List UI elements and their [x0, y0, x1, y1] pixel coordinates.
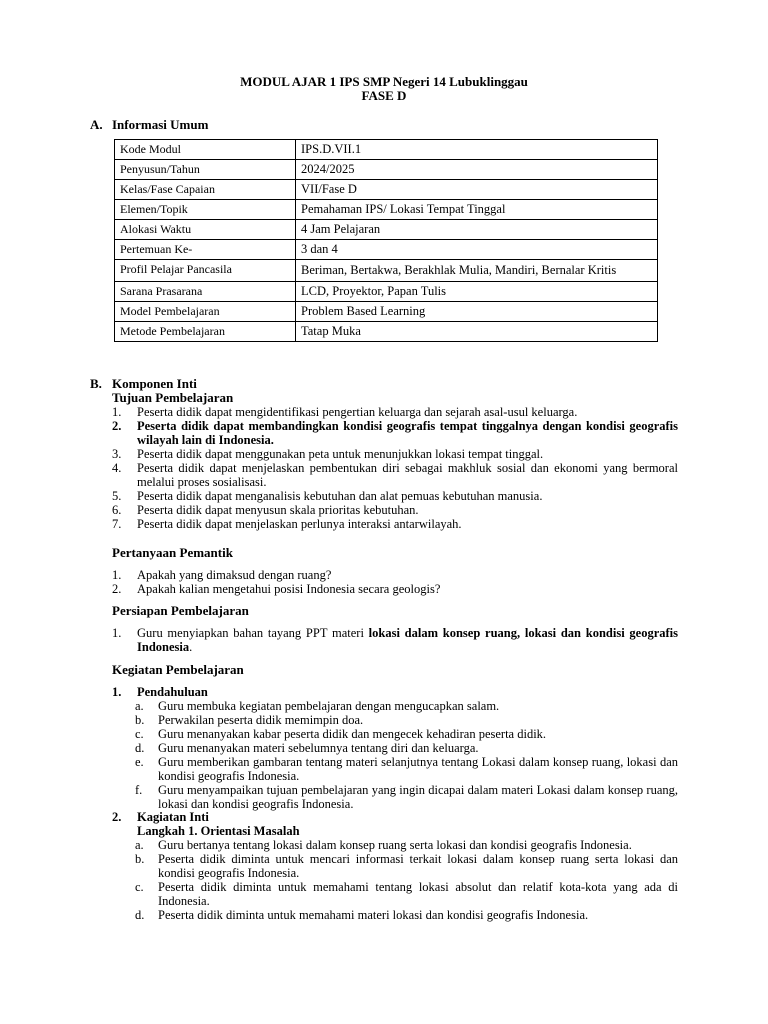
list-item: 5. Peserta didik dapat menganalisis kebutuhan dan alat pemuas kebutuhan manusia. [112, 489, 543, 503]
list-item: 4. Peserta didik dapat menjelaskan pembentukan diri sebagai makhluk sosial dan ekonomi yang bermoral melalui proses sosialisasi. [112, 461, 678, 489]
table-cell-value: Pemahaman IPS/ Lokasi Tempat Tinggal [296, 200, 658, 220]
list-item: d. Guru menanyakan materi sebelumnya tentang diri dan keluarga. [135, 741, 479, 755]
list-item: b. Peserta didik diminta untuk mencari informasi terkait lokasi dalam konsep ruang serta lokasi dan kondisi geografis Indonesia. [135, 852, 678, 880]
list-item: f. Guru menyampaikan tujuan pembelajaran yang ingin dicapai dalam materi Lokasi dalam konsep ruang, lokasi dan kondisi geografis Indonesia. [135, 783, 678, 811]
table-cell-value: Beriman, Bertakwa, Berakhlak Mulia, Mandiri, Bernalar Kritis [296, 260, 658, 282]
table-cell-key: Kelas/Fase Capaian [115, 180, 296, 200]
inti-step-title: Langkah 1. Orientasi Masalah [137, 824, 300, 838]
table-row [115, 282, 658, 302]
table-row [115, 160, 658, 180]
table-cell-value: Tatap Muka [296, 322, 658, 342]
list-item: 1. Guru menyiapkan bahan tayang PPT materi lokasi dalam konsep ruang, lokasi dan kondisi geografis Indonesia. [112, 626, 679, 654]
list-item: 6. Peserta didik dapat menyusun skala prioritas kebutuhan. [112, 503, 419, 517]
list-item: 7. Peserta didik dapat menjelaskan perlunya interaksi antarwilayah. [112, 517, 462, 531]
table-cell-value: 3 dan 4 [296, 240, 658, 260]
list-item: 2. Peserta didik dapat membandingkan kondisi geografis tempat tinggalnya dengan kondisi geografis wilayah lain di Indonesia. [112, 419, 678, 447]
table-cell-value: LCD, Proyektor, Papan Tulis [296, 282, 658, 302]
pendahuluan-title: Pendahuluan [137, 685, 208, 699]
table-row [115, 240, 658, 260]
table-row [115, 220, 658, 240]
list-item: c. Guru menanyakan kabar peserta didik dan mengecek kehadiran peserta didik. [135, 727, 547, 741]
table-cell-key: Sarana Prasarana [115, 282, 296, 302]
section-b-letter: B. [90, 376, 102, 391]
table-cell-value: Problem Based Learning [296, 302, 658, 322]
list-item: e. Guru memberikan gambaran tentang materi selanjutnya tentang Lokasi dalam konsep ruang, lokasi dan kondisi geografis Indonesia. [135, 755, 678, 783]
inti-list [135, 838, 678, 922]
table-cell-key: Penyusun/Tahun [115, 160, 296, 180]
document-subtitle: FASE D [361, 88, 407, 103]
table-cell-value: IPS.D.VII.1 [296, 140, 658, 160]
table-row [115, 180, 658, 200]
list-item: a. Guru membuka kegiatan pembelajaran dengan mengucapkan salam. [135, 699, 500, 713]
list-item: 2. Apakah kalian mengetahui posisi Indonesia secara geologis? [112, 582, 441, 596]
table-cell-value: VII/Fase D [296, 180, 658, 200]
section-a-title: Informasi Umum [112, 117, 209, 132]
table-cell-value: 4 Jam Pelajaran [296, 220, 658, 240]
table-cell-key: Model Pembelajaran [115, 302, 296, 322]
list-item: b. Perwakilan peserta didik memimpin doa. [135, 713, 364, 727]
kegiatan-heading: Kegiatan Pembelajaran [112, 662, 244, 677]
table-cell-key: Pertemuan Ke- [115, 240, 296, 260]
table-cell-key: Metode Pembelajaran [115, 322, 296, 342]
pendahuluan-list [135, 699, 678, 811]
table-row [115, 322, 658, 342]
table-cell-key: Alokasi Waktu [115, 220, 296, 240]
table-cell-key: Profil Pelajar Pancasila [115, 260, 296, 282]
table-row [115, 260, 658, 282]
pendahuluan-item: 1. Pendahuluan [112, 685, 208, 699]
pemantik-list [112, 568, 678, 596]
info-table [114, 139, 658, 342]
table-row [115, 302, 658, 322]
inti-item: 2. Kagiatan Inti Langkah 1. Orientasi Masalah [112, 810, 300, 838]
tujuan-list [112, 405, 678, 531]
table-row [115, 140, 658, 160]
section-b-title: Komponen Inti [112, 376, 197, 391]
list-item: 3. Peserta didik dapat menggunakan peta untuk menunjukkan lokasi tempat tinggal. [112, 447, 544, 461]
table-cell-key: Kode Modul [115, 140, 296, 160]
table-cell-key: Elemen/Topik [115, 200, 296, 220]
list-item: a. Guru bertanya tentang lokasi dalam konsep ruang serta lokasi dan kondisi geografis Indonesia. [135, 838, 632, 852]
pemantik-heading: Pertanyaan Pemantik [112, 545, 233, 560]
document-title: MODUL AJAR 1 IPS SMP Negeri 14 Lubuklinggau [240, 74, 528, 89]
persiapan-list [112, 626, 678, 654]
table-row [115, 200, 658, 220]
list-item: d. Peserta didik diminta untuk memahami materi lokasi dan kondisi geografis Indonesia. [135, 908, 589, 922]
section-a-letter: A. [90, 117, 103, 132]
inti-title: Kagiatan Inti [137, 810, 209, 824]
list-item: 1. Apakah yang dimaksud dengan ruang? [112, 568, 332, 582]
persiapan-heading: Persiapan Pembelajaran [112, 603, 249, 618]
list-item: 1. Peserta didik dapat mengidentifikasi pengertian keluarga dan sejarah asal-usul keluarga. [112, 405, 578, 419]
list-item: c. Peserta didik diminta untuk memahami tentang lokasi absolut dan relatif kota-kota yang ada di Indonesia. [135, 880, 678, 908]
tujuan-heading: Tujuan Pembelajaran [112, 390, 234, 405]
table-cell-value: 2024/2025 [296, 160, 658, 180]
